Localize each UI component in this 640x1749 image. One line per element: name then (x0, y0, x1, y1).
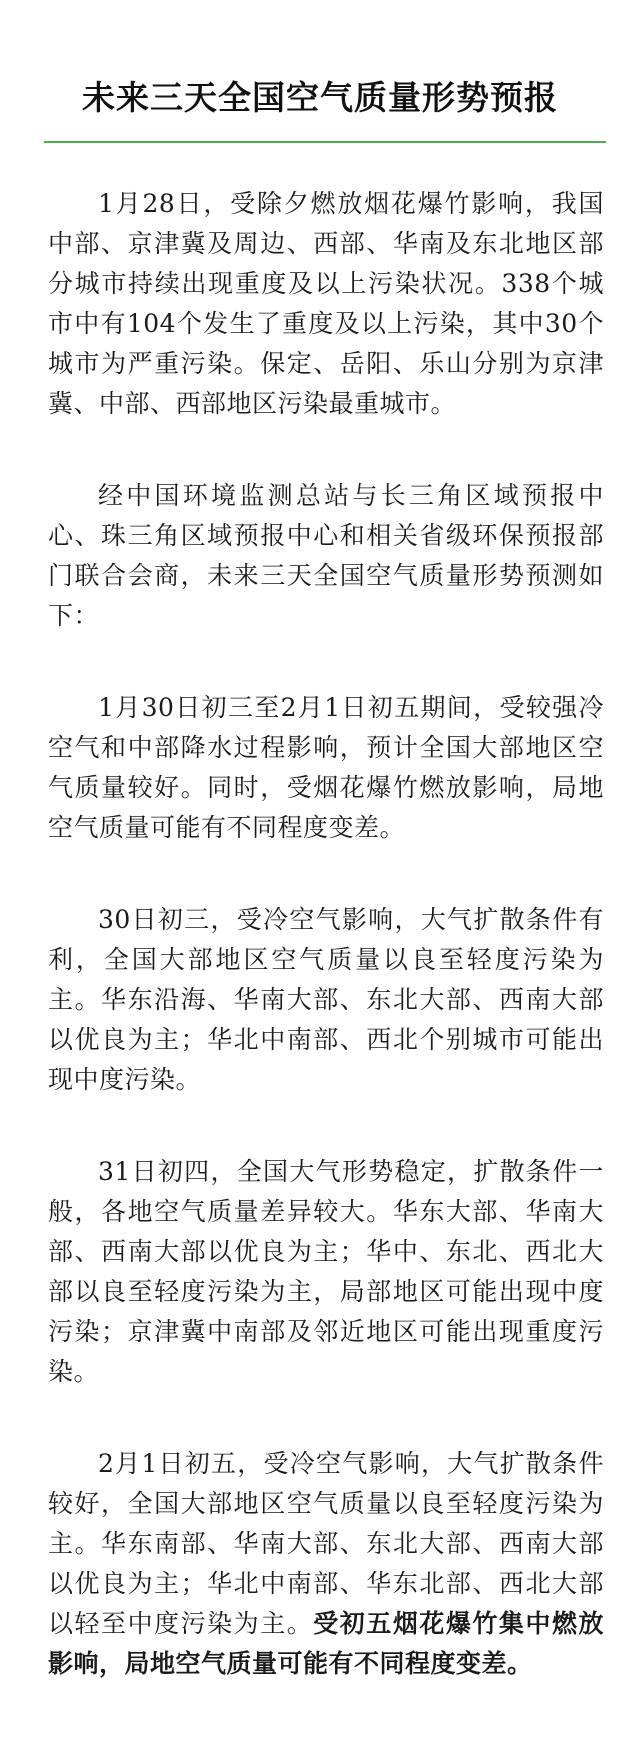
article-title: 未来三天全国空气质量形势预报 (82, 78, 558, 118)
paragraph-text: 31日初四，全国大气形势稳定，扩散条件一般，各地空气质量差异较大。华东大部、华南大部、西南大部以优良为主；华中、东北、西北大部以良至轻度污染为主，局部地区可能出现中度污染；京津冀中南部及邻近地区可能出现重度污染。 (48, 1157, 604, 1386)
paragraph-text: 1月28日，受除夕燃放烟花爆竹影响，我国中部、京津冀及周边、西部、华南及东北地区部分城市持续出现重度及以上污染状况。338个城市中有104个发生了重度及以上污染，其中30个城市为严重污染。保定、岳阳、乐山分别为京津冀、中部、西部地区污染最重城市。 (48, 189, 604, 418)
paragraph-day-feb-1 (48, 1444, 604, 1684)
emphasis-text: 受初五烟花爆竹集中燃放影响，局地空气质量可能有不同程度变差。 (48, 1609, 604, 1678)
paragraph-text: 2月1日初五，受冷空气影响，大气扩散条件较好，全国大部地区空气质量以良至轻度污染为主。华东南部、华南大部、东北大部、西南大部以优良为主；华北中南部、华东北部、西北大部以轻至中度污染为主。 (48, 1449, 604, 1638)
paragraph-text: 1月30日初三至2月1日初五期间，受较强冷空气和中部降水过程影响，预计全国大部地区空气质量较好。同时，受烟花爆竹燃放影响，局地空气质量可能有不同程度变差。 (48, 693, 604, 842)
paragraph-pollution-status (48, 184, 604, 424)
paragraph-forecast-overview (48, 688, 604, 848)
paragraph-consultation (48, 476, 604, 636)
paragraph-text: 30日初三，受冷空气影响，大气扩散条件有利，全国大部地区空气质量以良至轻度污染为主。华东沿海、华南大部、东北大部、西南大部以优良为主；华北中南部、西北个别城市可能出现中度污染。 (48, 905, 604, 1094)
paragraph-day-31 (48, 1152, 604, 1392)
paragraph-day-30 (48, 900, 604, 1100)
article-body (48, 184, 604, 1684)
title-divider (44, 141, 606, 143)
paragraph-text: 经中国环境监测总站与长三角区域预报中心、珠三角区域预报中心和相关省级环保预报部门联合会商，未来三天全国空气质量形势预测如下： (48, 481, 604, 630)
